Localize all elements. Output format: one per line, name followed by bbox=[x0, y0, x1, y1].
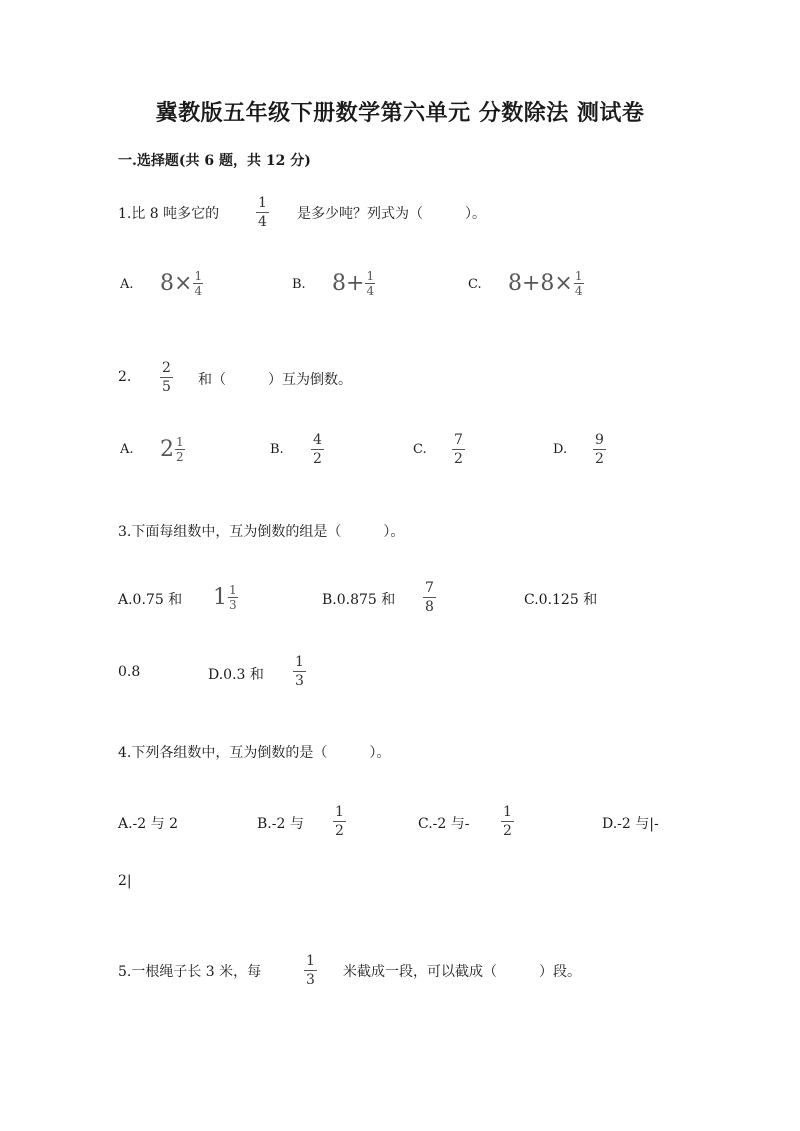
q1-option-b-whole: 8+ bbox=[332, 271, 365, 296]
section-heading: 一.选择题(共 6 题，共 12 分) bbox=[118, 153, 311, 169]
q1-text-pre: 1.比 8 吨多它的 bbox=[118, 206, 220, 222]
q1-option-b-expr bbox=[332, 270, 375, 297]
q4-option-c-num: 1 bbox=[503, 804, 512, 820]
q2-text-pre: 2. bbox=[118, 369, 132, 385]
q1-option-c-label: C. bbox=[468, 277, 482, 292]
q1-option-c-expr bbox=[508, 270, 584, 297]
q3-option-b-num: 7 bbox=[425, 580, 434, 596]
q2-fraction bbox=[160, 361, 173, 394]
q3-option-d-den: 3 bbox=[295, 673, 304, 689]
q2-option-a-den: 2 bbox=[176, 450, 184, 464]
q2-option-b-frac bbox=[311, 433, 324, 466]
q2-text-post: 和（ ）互为倒数。 bbox=[198, 372, 352, 388]
q3-option-a-text: A.0.75 和 bbox=[118, 592, 183, 608]
q3-option-c-cont: 0.8 bbox=[118, 664, 141, 680]
q1-option-a-num: 1 bbox=[194, 269, 203, 283]
q1-fraction-den: 4 bbox=[258, 214, 267, 230]
q4-option-a-text: A.-2 与 2 bbox=[118, 816, 179, 832]
q5-text-pre: 5.一根绳子长 3 米，每 bbox=[118, 964, 262, 980]
q1-option-a-whole: 8× bbox=[160, 271, 193, 296]
q3-option-b-den: 8 bbox=[425, 599, 434, 615]
q4-option-d-text: D.-2 与|- bbox=[602, 816, 659, 832]
q2-option-b-den: 2 bbox=[313, 451, 322, 467]
q5-fraction-den: 3 bbox=[306, 972, 315, 988]
q1-option-c-whole: 8+8× bbox=[508, 271, 573, 296]
q4-option-b-num: 1 bbox=[335, 804, 344, 820]
q1-text-post: 是多少吨？列式为（ ）。 bbox=[297, 206, 486, 222]
q4-option-b-text: B.-2 与 bbox=[257, 816, 304, 832]
q4-option-b-frac bbox=[333, 805, 346, 838]
q3-option-a-den: 3 bbox=[229, 598, 237, 612]
q3-option-a-expr bbox=[213, 584, 238, 611]
q4-option-d-cont: 2| bbox=[118, 873, 132, 889]
q2-fraction-num: 2 bbox=[162, 360, 171, 376]
q2-option-a-expr bbox=[160, 436, 185, 463]
q2-option-a-label: A. bbox=[120, 442, 134, 457]
q3-option-a-whole: 1 bbox=[213, 585, 227, 610]
q1-option-c-den: 4 bbox=[574, 284, 583, 298]
q1-option-c-num: 1 bbox=[574, 269, 583, 283]
q2-fraction-den: 5 bbox=[162, 379, 171, 395]
q2-option-c-num: 7 bbox=[454, 432, 463, 448]
q1-option-a-den: 4 bbox=[194, 284, 203, 298]
q2-option-d-label: D. bbox=[553, 442, 568, 457]
q2-option-d-num: 9 bbox=[595, 432, 604, 448]
q4-option-c-den: 2 bbox=[503, 823, 512, 839]
q2-option-a-whole: 2 bbox=[160, 437, 174, 462]
q1-fraction-num: 1 bbox=[258, 195, 267, 211]
q3-option-c-text: C.0.125 和 bbox=[524, 592, 598, 608]
q1-option-a-expr bbox=[160, 270, 203, 297]
q2-option-c-label: C. bbox=[413, 442, 427, 457]
q2-option-c-den: 2 bbox=[454, 451, 463, 467]
q1-option-a-label: A. bbox=[120, 277, 134, 292]
q3-text: 3.下面每组数中，互为倒数的组是（ ）。 bbox=[118, 524, 405, 540]
q3-option-b-text: B.0.875 和 bbox=[322, 592, 396, 608]
q5-text-post: 米截成一段，可以截成（ ）段。 bbox=[343, 964, 581, 980]
q5-fraction-num: 1 bbox=[306, 953, 315, 969]
q2-option-d-frac bbox=[593, 433, 606, 466]
q5-fraction bbox=[304, 954, 317, 987]
q3-option-d-num: 1 bbox=[295, 654, 304, 670]
q2-option-d-den: 2 bbox=[595, 451, 604, 467]
q4-option-b-den: 2 bbox=[335, 823, 344, 839]
q1-option-b-num: 1 bbox=[366, 269, 375, 283]
q1-option-b-label: B. bbox=[292, 277, 306, 292]
q1-option-b-den: 4 bbox=[366, 284, 375, 298]
q4-option-c-frac bbox=[501, 805, 514, 838]
q2-option-c-frac bbox=[452, 433, 465, 466]
q1-fraction bbox=[256, 196, 269, 229]
q2-option-a-num: 1 bbox=[176, 435, 184, 449]
q2-option-b-label: B. bbox=[270, 442, 284, 457]
page-title: 冀教版五年级下册数学第六单元 分数除法 测试卷 bbox=[155, 100, 645, 126]
q4-text: 4.下列各组数中，互为倒数的是（ ）。 bbox=[118, 745, 391, 761]
q3-option-d-frac bbox=[293, 655, 306, 688]
q3-option-b-frac bbox=[423, 581, 436, 614]
q3-option-a-num: 1 bbox=[229, 583, 237, 597]
q3-option-d-text: D.0.3 和 bbox=[208, 667, 264, 683]
q2-option-b-num: 4 bbox=[313, 432, 322, 448]
q4-option-c-text: C.-2 与- bbox=[418, 816, 470, 832]
